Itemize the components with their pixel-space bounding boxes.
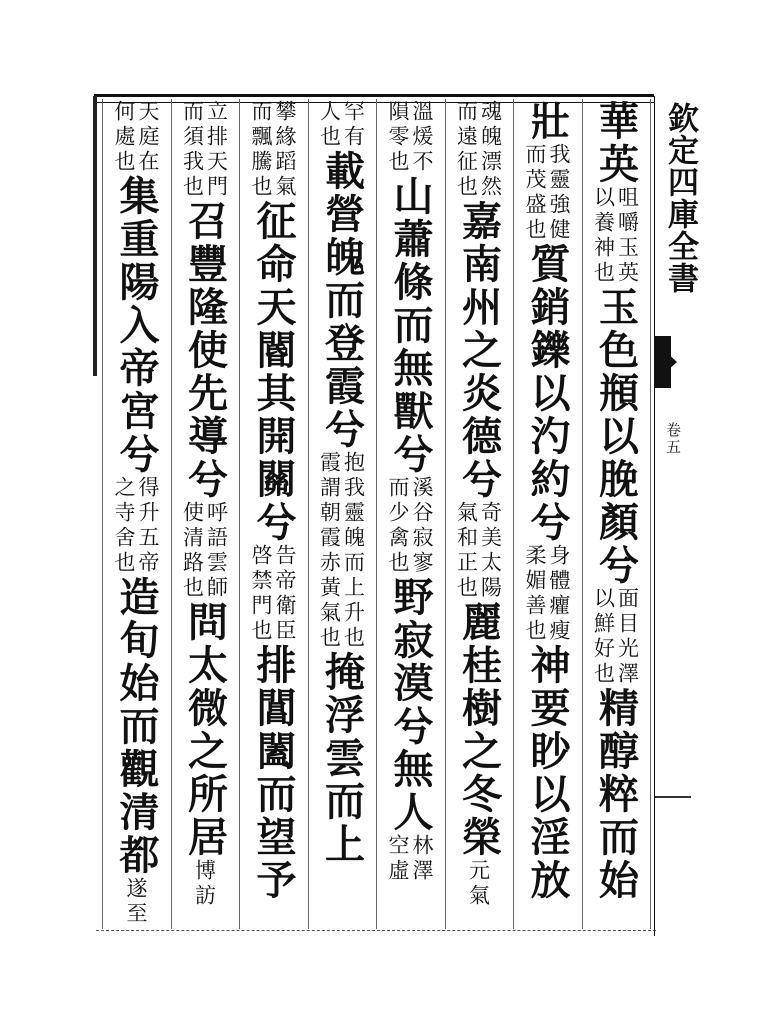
commentary-line: 氣和正也 [454,501,479,601]
commentary-note [112,476,160,576]
commentary-note [523,143,571,243]
commentary-note [249,544,297,644]
commentary-line: 隕零也 [386,100,410,175]
commentary-line: 霞謂朝霞赤黃氣也 [317,451,342,651]
column-rule [308,99,309,929]
commentary-line: 溪谷寂寥 [410,476,435,576]
commentary-line: 咀嚼玉英 [615,186,640,286]
volume-label: 卷五 [664,422,682,456]
main-text [592,286,640,587]
main-text [524,100,571,143]
commentary-line: 身體癯瘦 [547,544,572,644]
main-text [387,576,434,834]
commentary-line: 奇美太陽 [478,501,503,601]
main-text [250,200,297,243]
commentary-note [317,100,365,150]
text-column [309,100,375,930]
commentary-line: 罕有 [341,100,366,150]
commentary-note [180,100,228,200]
commentary-line: 博訪 [192,859,217,909]
side-divider [655,796,691,798]
column-rule [239,99,240,929]
main-text-run: 造旬始而觀清都 [113,576,160,877]
commentary-line: 得升五帝 [136,476,161,576]
text-column [446,100,512,930]
main-text-run: 野寂漠兮無人 [387,576,434,834]
main-text [318,150,366,451]
column-rule [376,99,377,929]
main-text-run: 命天閽其開關兮 [250,243,297,544]
main-text [113,576,160,877]
main-text-run: 集重陽入帝宮兮 [113,175,160,476]
commentary-note [591,186,639,286]
commentary-note [454,501,502,601]
main-text [113,175,160,476]
commentary-note [192,859,216,909]
commentary-line: 元氣 [466,859,491,909]
commentary-note [466,859,490,909]
main-text-run: 載營魄而登霞兮 [318,150,366,451]
main-text [318,651,366,866]
commentary-line: 啓禁門也 [249,544,273,644]
main-text [524,243,571,544]
commentary-line: 面目光澤 [615,587,640,687]
main-text [181,601,229,859]
commentary-line: 使清路也 [180,501,205,601]
text-column [514,100,580,930]
commentary-line: 人也 [317,100,342,150]
main-text [181,200,229,501]
commentary-line: 而茂盛也 [523,143,547,243]
main-text [387,175,434,476]
main-text [455,601,503,859]
side-margin-panel [654,96,698,936]
column-rule [582,99,583,929]
page-border-left [93,96,97,376]
text-column [103,100,169,930]
commentary-line: 林澤 [410,834,435,884]
commentary-line: 之寺舍也 [112,476,136,576]
commentary-note [180,501,228,601]
main-text [592,687,640,902]
main-text-run: 山蕭條而無獸兮 [387,175,434,476]
commentary-note [249,100,297,200]
main-text [250,243,297,544]
commentary-line: 而少禽也 [386,476,410,576]
main-text-run: 華英 [592,100,640,186]
main-text-run: 嘉南州之炎德兮 [455,200,503,501]
commentary-line: 天庭在 [136,100,161,175]
commentary-line: 溫煖不 [410,100,435,175]
commentary-line: 遂至 [124,877,149,927]
commentary-line: 呼語雲師 [204,501,229,601]
main-text-run: 排閶闔而望予 [250,644,297,902]
commentary-line: 攀緣蹈氣 [273,100,298,200]
commentary-line: 空虛 [386,834,410,884]
main-text-run: 召豐隆使先導兮 [181,200,229,501]
page-border-bottom [96,930,656,932]
main-text-run: 精醇粹而始 [592,687,640,902]
commentary-line: 而飄騰也 [249,100,273,200]
text-column [240,100,306,930]
text-column [172,100,238,930]
commentary-note [523,544,571,644]
main-text-run: 質銷鑠以汋約兮 [524,243,571,544]
book-title: 欽定四庫全書 [662,102,698,294]
column-rule [513,99,514,929]
main-text [592,100,640,186]
text-column [377,100,443,930]
commentary-line: 柔媚善也 [523,544,547,644]
commentary-line: 我靈強健 [547,143,572,243]
commentary-note [386,476,434,576]
commentary-note [124,877,148,927]
commentary-line: 以鮮好也 [591,587,616,687]
column-rule [650,99,651,929]
main-text [524,644,571,902]
commentary-note [317,451,365,651]
commentary-note [454,100,502,200]
main-text-run: 壯 [524,100,571,143]
main-text-run: 玉色頩以脕顏兮 [592,286,640,587]
commentary-line: 告帝衛臣 [273,544,298,644]
commentary-line: 魂魄漂然 [478,100,503,200]
column-rule [102,99,103,929]
commentary-line: 何處也 [112,100,136,175]
commentary-note [591,587,639,687]
commentary-note [386,100,434,175]
column-rule [171,99,172,929]
main-text [455,200,503,501]
commentary-line: 而遠征也 [454,100,479,200]
main-text-run: 掩浮雲而上 [318,651,366,866]
main-text-run: 征 [250,200,297,243]
commentary-line: 抱我靈魄而上升也 [341,451,366,651]
text-column [583,100,649,930]
main-text-run: 神要眇以淫放 [524,644,571,902]
main-text-run: 問太微之所居 [181,601,229,859]
commentary-line: 以養神也 [591,186,616,286]
commentary-note [386,834,434,884]
fish-tail-icon [655,342,677,382]
column-rule [445,99,446,929]
main-text-run: 麗桂樹之冬榮 [455,601,503,859]
commentary-line: 而須我也 [180,100,205,200]
commentary-line: 立排天門 [204,100,229,200]
commentary-note [112,100,160,175]
main-text [250,644,297,902]
